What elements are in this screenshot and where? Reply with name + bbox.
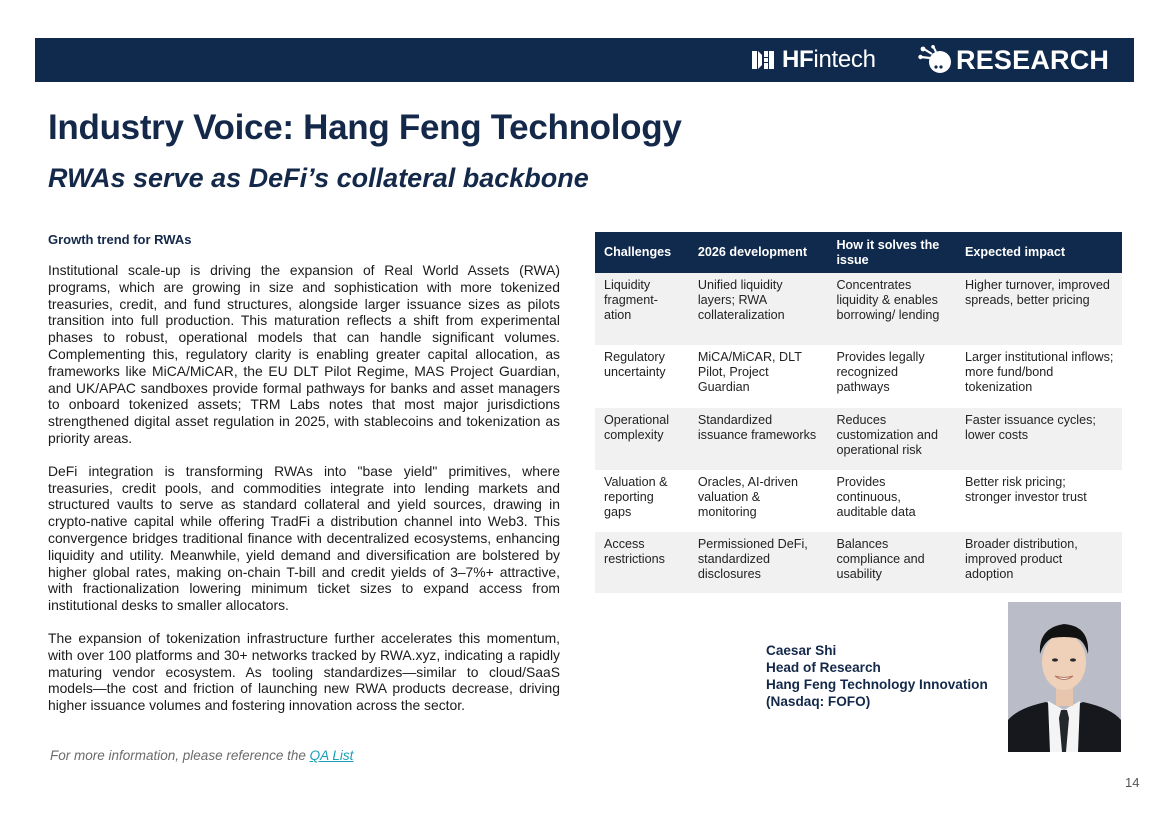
table-row (595, 532, 1122, 593)
author-photo (1008, 602, 1121, 752)
table-cell: Access restrictions (595, 532, 689, 593)
table-cell: MiCA/MiCAR, DLT Pilot, Project Guardian (689, 345, 828, 408)
paragraph-1: Institutional scale-up is driving the expansion of Real World Assets (RWA) programs, which are growing in size and sophistication with more tokenized treasuries, credit, and fund structures, alongside larger issuance sizes as pilots transition into full production. This maturation reflects a shift from experimental phases to robust, operational models that can handle significant volumes. Complementing this, regulatory clarity is enabling greater capital allocation, as frameworks like MiCA/MiCAR, the EU DLT Pilot Regime, MAS Project Guardian, and UK/APAC sandboxes provide formal pathways for banks and asset managers to onboard tokenized assets; TRM Labs notes that most major jurisdictions strengthened digital asset regulation in 2025, with stablecoins and tokenization as priority areas. (48, 262, 560, 446)
table-cell: Concentrates liquidity & enables borrowing/ lending (827, 273, 956, 345)
page-subtitle: RWAs serve as DeFi’s collateral backbone (48, 163, 589, 193)
article-body (48, 232, 560, 730)
table-cell: Unified liquidity layers; RWA collateralization (689, 273, 828, 345)
paragraph-2: DeFi integration is transforming RWAs into "base yield" primitives, where treasuries, credit pools, and commodities integrate into lending markets and structured vaults to serve as standard collateral and yield sources, drawing in crypto-native capital while offering TradFi a distribution channel into Web3. This convergence bridges traditional finance with decentralized ecosystems, enhancing liquidity and utility. Meanwhile, yield demand and diversification are bolstered by higher global rates, making on-chain T-bill and credit yields of 3–7%+ attractive, with fractionalization lowering minimum ticket sizes to expand access from institutional desks to smaller allocators. (48, 462, 560, 614)
column-header-how-it-solves: How it solves the issue (827, 232, 956, 273)
hfintech-logo (752, 45, 876, 75)
hfintech-logo-icon (752, 48, 774, 72)
table-cell: Liquidity fragment-ation (595, 273, 689, 345)
page-number: 14 (1125, 775, 1140, 790)
column-header-expected-impact: Expected impact (956, 232, 1122, 273)
section-heading: Growth trend for RWAs (48, 232, 192, 247)
table-cell: Broader distribution, improved product adoption (956, 532, 1122, 593)
table-row (595, 408, 1122, 470)
table-cell: Larger institutional inflows; more fund/bond tokenization (956, 345, 1122, 408)
portrait-icon (1008, 602, 1121, 752)
page-title: Industry Voice: Hang Feng Technology (48, 108, 682, 147)
table-cell: Oracles, AI-driven valuation & monitoring (689, 470, 828, 532)
column-header-challenges: Challenges (595, 232, 689, 273)
table-cell: Balances compliance and usability (827, 532, 956, 593)
qa-list-link[interactable]: QA List (309, 748, 354, 763)
author-name: Caesar Shi (766, 643, 837, 658)
table-cell: Permissioned DeFi, standardized disclosures (689, 532, 828, 593)
table-cell: Better risk pricing; stronger investor trust (956, 470, 1122, 532)
table-row (595, 273, 1122, 345)
table-row (595, 345, 1122, 408)
table-cell: Regulatory uncertainty (595, 345, 689, 408)
hfintech-wordmark: HFintech (782, 46, 876, 73)
author-role: Head of Research (766, 660, 881, 675)
footnote (50, 748, 353, 763)
author-company: Hang Feng Technology Innovation (766, 677, 988, 692)
column-header-2026-development: 2026 development (689, 232, 828, 273)
research-logo (918, 44, 1109, 76)
table-cell: Reduces customization and operational risk (827, 408, 956, 470)
table-cell: Provides legally recognized pathways (827, 345, 956, 408)
table-cell: Standardized issuance frameworks (689, 408, 828, 470)
table-cell: Faster issuance cycles; lower costs (956, 408, 1122, 470)
research-mascot-icon (918, 45, 956, 75)
research-wordmark: RESEARCH (956, 44, 1110, 75)
challenges-table (595, 232, 1122, 593)
author-ticker: (Nasdaq: FOFO) (766, 694, 871, 709)
table-cell: Operational complexity (595, 408, 689, 470)
table-cell: Valuation & reporting gaps (595, 470, 689, 532)
table-row (595, 470, 1122, 532)
table-cell: Higher turnover, improved spreads, better pricing (956, 273, 1122, 345)
table-header-row (595, 232, 1122, 273)
footnote-text: For more information, please reference the (50, 748, 310, 763)
author-block (766, 642, 988, 710)
paragraph-3: The expansion of tokenization infrastructure further accelerates this momentum, with over 100 platforms and 30+ networks tracked by RWA.xyz, indicating a rapidly maturing vendor ecosystem. As tooling standardizes—similar to cloud/SaaS models—the cost and friction of launching new RWA products decrease, driving higher issuance volumes and fostering innovation across the sector. (48, 629, 560, 714)
table-cell: Provides continuous, auditable data (827, 470, 956, 532)
